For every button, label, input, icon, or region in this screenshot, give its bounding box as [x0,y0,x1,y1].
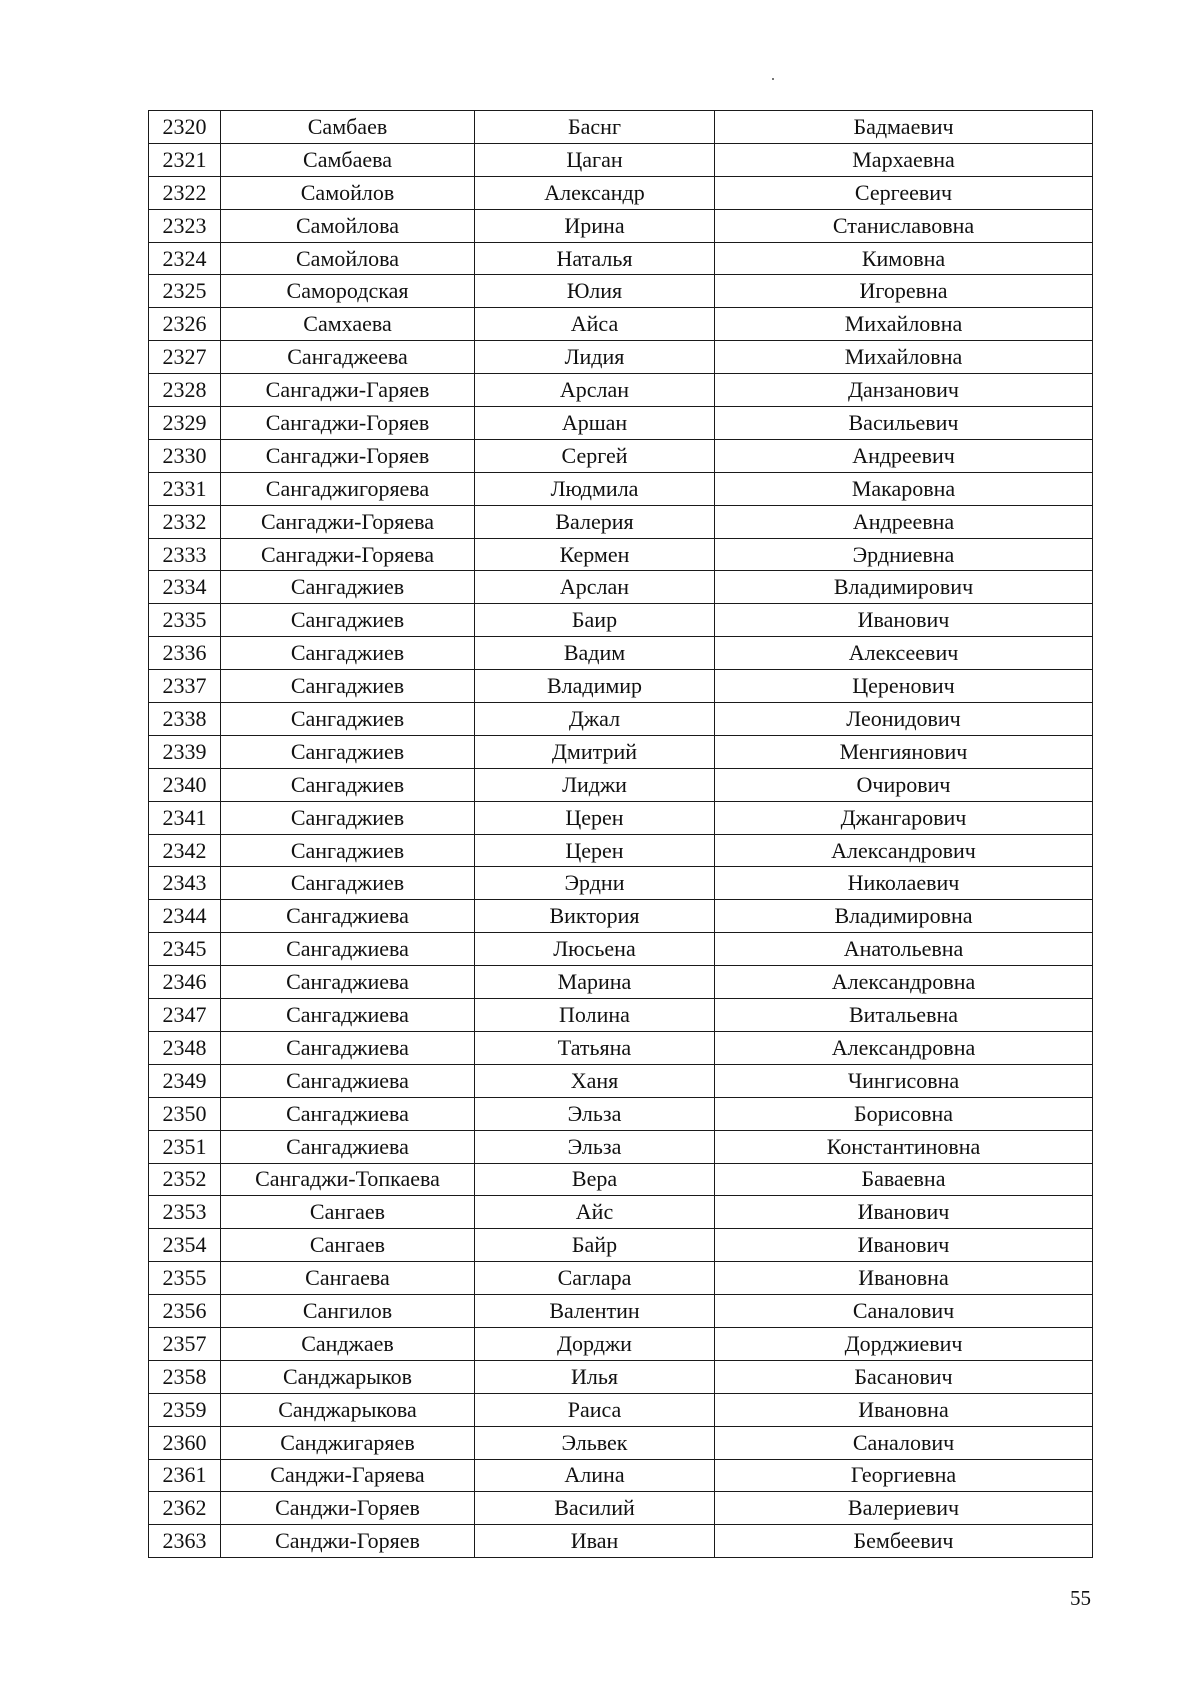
patronymic-cell: Николаевич [715,867,1093,900]
first-name-cell: Вера [475,1163,715,1196]
row-number-cell: 2339 [149,735,221,768]
row-number-cell: 2362 [149,1492,221,1525]
first-name-cell: Александр [475,176,715,209]
registry-table-body [149,111,1093,1558]
table-row [149,308,1093,341]
patronymic-cell: Константиновна [715,1130,1093,1163]
first-name-cell: Лиджи [475,768,715,801]
table-row [149,768,1093,801]
row-number-cell: 2344 [149,900,221,933]
table-row [149,1525,1093,1558]
first-name-cell: Эльза [475,1130,715,1163]
row-number-cell: 2358 [149,1360,221,1393]
row-number-cell: 2350 [149,1097,221,1130]
first-name-cell: Раиса [475,1393,715,1426]
table-row [149,966,1093,999]
row-number-cell: 2337 [149,670,221,703]
last-name-cell: Сангаджи-Горяева [221,538,475,571]
row-number-cell: 2336 [149,637,221,670]
table-row [149,143,1093,176]
last-name-cell: Сангаджи-Горяева [221,505,475,538]
table-row [149,275,1093,308]
last-name-cell: Санджи-Гаряева [221,1459,475,1492]
last-name-cell: Самойлова [221,209,475,242]
scan-speck [772,78,774,80]
row-number-cell: 2341 [149,801,221,834]
first-name-cell: Аршан [475,407,715,440]
first-name-cell: Церен [475,834,715,867]
row-number-cell: 2357 [149,1327,221,1360]
first-name-cell: Татьяна [475,1031,715,1064]
table-row [149,1229,1093,1262]
table-row [149,735,1093,768]
table-row [149,1327,1093,1360]
patronymic-cell: Саналович [715,1295,1093,1328]
patronymic-cell: Александрович [715,834,1093,867]
row-number-cell: 2348 [149,1031,221,1064]
patronymic-cell: Кимовна [715,242,1093,275]
last-name-cell: Сангаджиев [221,768,475,801]
row-number-cell: 2360 [149,1426,221,1459]
first-name-cell: Айса [475,308,715,341]
row-number-cell: 2351 [149,1130,221,1163]
last-name-cell: Санджигаряев [221,1426,475,1459]
row-number-cell: 2355 [149,1262,221,1295]
table-row [149,1031,1093,1064]
first-name-cell: Церен [475,801,715,834]
first-name-cell: Виктория [475,900,715,933]
last-name-cell: Самхаева [221,308,475,341]
first-name-cell: Арслан [475,374,715,407]
first-name-cell: Илья [475,1360,715,1393]
patronymic-cell: Басанович [715,1360,1093,1393]
patronymic-cell: Андреевна [715,505,1093,538]
row-number-cell: 2330 [149,439,221,472]
patronymic-cell: Бембеевич [715,1525,1093,1558]
table-row [149,604,1093,637]
table-row [149,242,1093,275]
table-row [149,209,1093,242]
first-name-cell: Марина [475,966,715,999]
last-name-cell: Санджаев [221,1327,475,1360]
table-row [149,1393,1093,1426]
row-number-cell: 2363 [149,1525,221,1558]
first-name-cell: Джал [475,703,715,736]
last-name-cell: Сангаджи-Гаряев [221,374,475,407]
table-row [149,505,1093,538]
first-name-cell: Арслан [475,571,715,604]
table-row [149,1163,1093,1196]
last-name-cell: Санджи-Горяев [221,1492,475,1525]
last-name-cell: Самородская [221,275,475,308]
patronymic-cell: Очирович [715,768,1093,801]
page-number: 55 [1070,1586,1091,1610]
last-name-cell: Сангаджиева [221,1064,475,1097]
table-row [149,472,1093,505]
row-number-cell: 2331 [149,472,221,505]
row-number-cell: 2333 [149,538,221,571]
row-number-cell: 2320 [149,111,221,144]
first-name-cell: Алина [475,1459,715,1492]
row-number-cell: 2325 [149,275,221,308]
patronymic-cell: Борисовна [715,1097,1093,1130]
table-row [149,900,1093,933]
first-name-cell: Байр [475,1229,715,1262]
patronymic-cell: Михайловна [715,308,1093,341]
row-number-cell: 2332 [149,505,221,538]
row-number-cell: 2335 [149,604,221,637]
table-row [149,637,1093,670]
patronymic-cell: Валериевич [715,1492,1093,1525]
table-row [149,1295,1093,1328]
first-name-cell: Айс [475,1196,715,1229]
last-name-cell: Сангаев [221,1229,475,1262]
table-row [149,834,1093,867]
first-name-cell: Эльвек [475,1426,715,1459]
last-name-cell: Сангаджиева [221,1031,475,1064]
first-name-cell: Сергей [475,439,715,472]
patronymic-cell: Эрдниевна [715,538,1093,571]
last-name-cell: Сангаджи-Топкаева [221,1163,475,1196]
patronymic-cell: Васильевич [715,407,1093,440]
last-name-cell: Сангаева [221,1262,475,1295]
row-number-cell: 2329 [149,407,221,440]
patronymic-cell: Георгиевна [715,1459,1093,1492]
first-name-cell: Дмитрий [475,735,715,768]
row-number-cell: 2347 [149,999,221,1032]
patronymic-cell: Иванович [715,1229,1093,1262]
patronymic-cell: Макаровна [715,472,1093,505]
last-name-cell: Санджарыкова [221,1393,475,1426]
table-row [149,703,1093,736]
first-name-cell: Саглара [475,1262,715,1295]
table-row [149,111,1093,144]
last-name-cell: Сангаджиев [221,834,475,867]
patronymic-cell: Чингисовна [715,1064,1093,1097]
patronymic-cell: Дорджиевич [715,1327,1093,1360]
table-row [149,439,1093,472]
last-name-cell: Сангаджиев [221,735,475,768]
last-name-cell: Сангаджи-Горяев [221,439,475,472]
last-name-cell: Сангаев [221,1196,475,1229]
first-name-cell: Владимир [475,670,715,703]
last-name-cell: Самбаева [221,143,475,176]
last-name-cell: Самойлова [221,242,475,275]
table-row [149,1097,1093,1130]
patronymic-cell: Ивановна [715,1262,1093,1295]
first-name-cell: Ирина [475,209,715,242]
patronymic-cell: Бадмаевич [715,111,1093,144]
patronymic-cell: Сергеевич [715,176,1093,209]
patronymic-cell: Иванович [715,604,1093,637]
first-name-cell: Эльза [475,1097,715,1130]
table-row [149,1360,1093,1393]
last-name-cell: Санджарыков [221,1360,475,1393]
first-name-cell: Баир [475,604,715,637]
patronymic-cell: Леонидович [715,703,1093,736]
row-number-cell: 2349 [149,1064,221,1097]
patronymic-cell: Мархаевна [715,143,1093,176]
last-name-cell: Сангаджигоряева [221,472,475,505]
last-name-cell: Сангаджиев [221,703,475,736]
row-number-cell: 2324 [149,242,221,275]
patronymic-cell: Алексеевич [715,637,1093,670]
first-name-cell: Василий [475,1492,715,1525]
first-name-cell: Люсьена [475,933,715,966]
last-name-cell: Сангаджиева [221,933,475,966]
first-name-cell: Кермен [475,538,715,571]
last-name-cell: Санджи-Горяев [221,1525,475,1558]
table-row [149,1492,1093,1525]
patronymic-cell: Александровна [715,966,1093,999]
row-number-cell: 2346 [149,966,221,999]
table-row [149,867,1093,900]
last-name-cell: Сангилов [221,1295,475,1328]
patronymic-cell: Владимирович [715,571,1093,604]
row-number-cell: 2345 [149,933,221,966]
last-name-cell: Сангаджиев [221,867,475,900]
row-number-cell: 2340 [149,768,221,801]
first-name-cell: Лидия [475,341,715,374]
last-name-cell: Сангаджиева [221,966,475,999]
last-name-cell: Сангаджеева [221,341,475,374]
row-number-cell: 2353 [149,1196,221,1229]
last-name-cell: Сангаджиев [221,801,475,834]
patronymic-cell: Александровна [715,1031,1093,1064]
row-number-cell: 2326 [149,308,221,341]
name-registry-table [148,110,1093,1558]
row-number-cell: 2342 [149,834,221,867]
first-name-cell: Вадим [475,637,715,670]
row-number-cell: 2321 [149,143,221,176]
first-name-cell: Юлия [475,275,715,308]
patronymic-cell: Данзанович [715,374,1093,407]
patronymic-cell: Ивановна [715,1393,1093,1426]
table-row [149,1426,1093,1459]
first-name-cell: Наталья [475,242,715,275]
row-number-cell: 2322 [149,176,221,209]
patronymic-cell: Владимировна [715,900,1093,933]
table-row [149,1459,1093,1492]
first-name-cell: Иван [475,1525,715,1558]
first-name-cell: Дорджи [475,1327,715,1360]
last-name-cell: Сангаджиева [221,999,475,1032]
table-row [149,571,1093,604]
row-number-cell: 2343 [149,867,221,900]
row-number-cell: 2328 [149,374,221,407]
last-name-cell: Сангаджиева [221,1130,475,1163]
first-name-cell: Цаган [475,143,715,176]
row-number-cell: 2352 [149,1163,221,1196]
last-name-cell: Сангаджиев [221,670,475,703]
table-row [149,1130,1093,1163]
table-row [149,1262,1093,1295]
patronymic-cell: Саналович [715,1426,1093,1459]
row-number-cell: 2338 [149,703,221,736]
patronymic-cell: Станиславовна [715,209,1093,242]
row-number-cell: 2327 [149,341,221,374]
last-name-cell: Сангаджиева [221,900,475,933]
patronymic-cell: Джангарович [715,801,1093,834]
table-row [149,1196,1093,1229]
first-name-cell: Людмила [475,472,715,505]
patronymic-cell: Витальевна [715,999,1093,1032]
table-row [149,801,1093,834]
patronymic-cell: Андреевич [715,439,1093,472]
table-row [149,999,1093,1032]
last-name-cell: Сангаджиев [221,604,475,637]
table-row [149,1064,1093,1097]
last-name-cell: Сангаджи-Горяев [221,407,475,440]
first-name-cell: Валентин [475,1295,715,1328]
last-name-cell: Сангаджиев [221,637,475,670]
row-number-cell: 2354 [149,1229,221,1262]
last-name-cell: Сангаджиев [221,571,475,604]
row-number-cell: 2334 [149,571,221,604]
table-row [149,341,1093,374]
patronymic-cell: Анатольевна [715,933,1093,966]
patronymic-cell: Церенович [715,670,1093,703]
row-number-cell: 2323 [149,209,221,242]
patronymic-cell: Игоревна [715,275,1093,308]
patronymic-cell: Михайловна [715,341,1093,374]
table-row [149,374,1093,407]
first-name-cell: Баснг [475,111,715,144]
patronymic-cell: Менгиянович [715,735,1093,768]
last-name-cell: Самойлов [221,176,475,209]
row-number-cell: 2361 [149,1459,221,1492]
patronymic-cell: Баваевна [715,1163,1093,1196]
row-number-cell: 2356 [149,1295,221,1328]
last-name-cell: Сангаджиева [221,1097,475,1130]
table-row [149,407,1093,440]
first-name-cell: Валерия [475,505,715,538]
table-row [149,670,1093,703]
patronymic-cell: Иванович [715,1196,1093,1229]
table-row [149,176,1093,209]
first-name-cell: Полина [475,999,715,1032]
last-name-cell: Самбаев [221,111,475,144]
table-row [149,933,1093,966]
row-number-cell: 2359 [149,1393,221,1426]
first-name-cell: Ханя [475,1064,715,1097]
table-row [149,538,1093,571]
first-name-cell: Эрдни [475,867,715,900]
